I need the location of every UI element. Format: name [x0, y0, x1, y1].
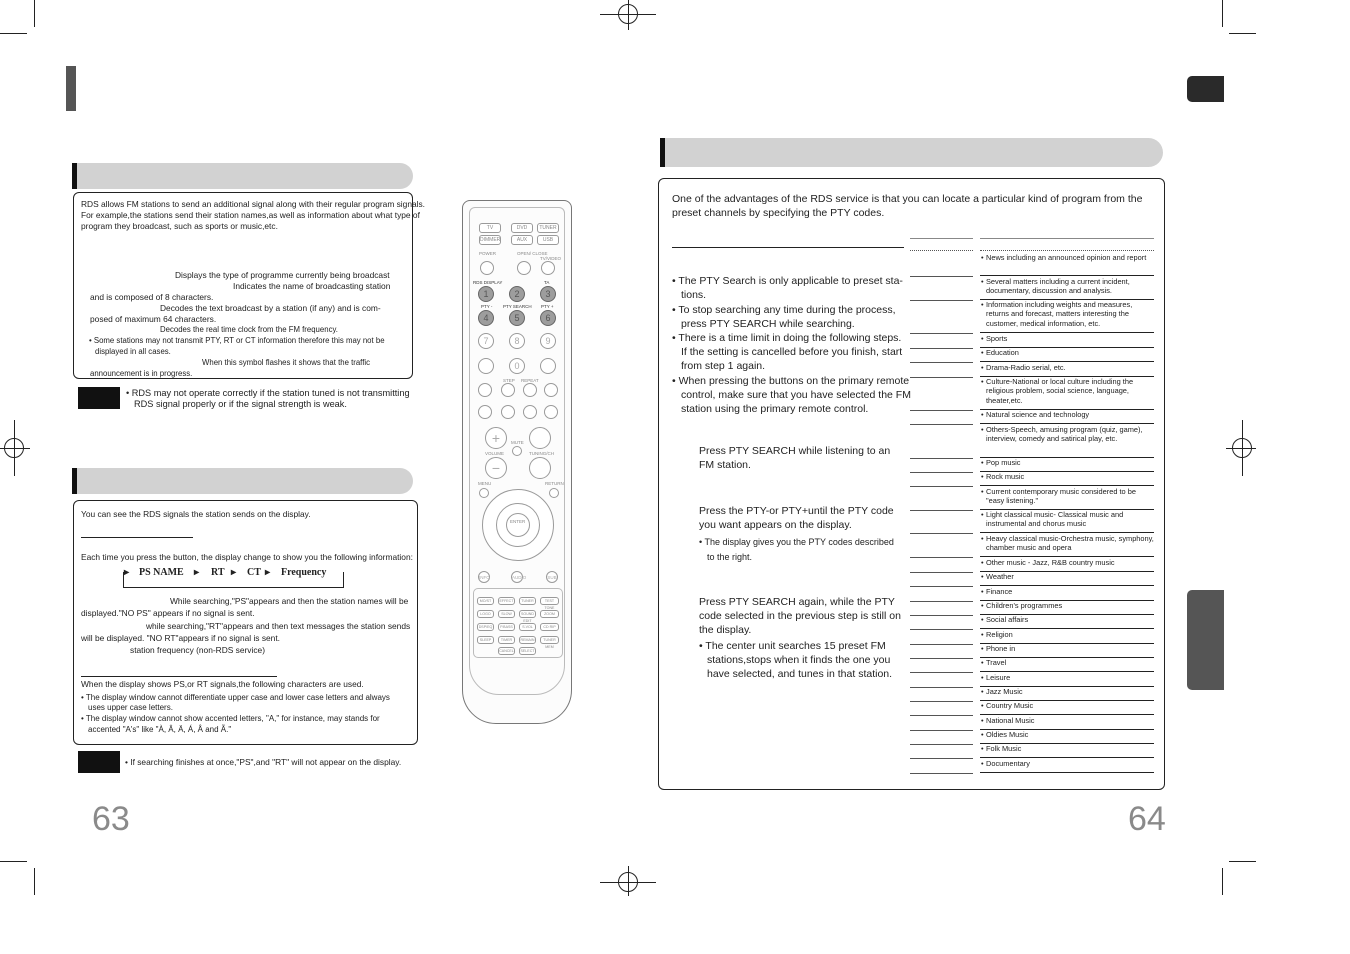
pty-description: Pop music	[986, 458, 1021, 467]
pty-description: Children's programmes	[986, 601, 1063, 610]
note-tag	[78, 751, 120, 773]
remote-small-button: CANCEL	[499, 649, 514, 653]
bullet-icon: •	[981, 334, 984, 343]
pty-table-row	[980, 759, 1154, 773]
pty-description: Natural science and technology	[986, 410, 1090, 419]
bullet-icon: •	[981, 377, 984, 386]
chars-intro: When the display shows PS,or RT signals,the following characters are used.	[81, 679, 364, 689]
pty-table-row	[980, 487, 1154, 510]
pty-table-row	[980, 744, 1154, 758]
pty-code-cell-rule	[910, 410, 973, 411]
usb-button: USB	[537, 235, 559, 245]
rt-definition: posed of maximum 64 characters.	[90, 314, 217, 324]
remote-small-button: ZOOM	[540, 610, 559, 618]
tv-button: TV	[479, 223, 501, 233]
open-close-label: OPEN/ CLOSE	[517, 251, 548, 256]
cancel-button	[540, 358, 556, 374]
display-flow: ▸ PS NAME ▸ RT ▸ CT ▸ Frequency	[123, 566, 345, 588]
pty-code-cell-rule	[910, 276, 973, 277]
pty-code-cell-rule	[910, 701, 973, 702]
digit-7-button: 7	[478, 333, 494, 349]
crop-mark	[1222, 0, 1223, 27]
step-3-text: the display.	[699, 624, 752, 636]
note-tag	[78, 387, 120, 409]
display-each: Each time you press the button, the display change to show you the following information:	[81, 552, 413, 562]
rds-display-label: RDS DISPLAY	[473, 280, 503, 285]
pty-code-cell-rule	[910, 333, 973, 334]
pty-search-label: PTY SEARCH	[503, 304, 532, 309]
step-1-text: FM station.	[699, 459, 751, 471]
pty-code-cell-rule	[910, 658, 973, 659]
pty-table-row	[980, 425, 1154, 458]
pty-description: Social affairs	[986, 615, 1029, 624]
aux-button: AUX	[511, 235, 533, 245]
pty-description: Information including weights and measures, returns and forecast, matters interesting the customer, medical information, etc.	[986, 300, 1133, 328]
pty-description: Documentary	[986, 759, 1030, 768]
skip-forward-button	[544, 405, 558, 419]
bullet-icon: •	[981, 601, 984, 610]
tuning-down-button	[529, 457, 551, 479]
registration-mark	[14, 420, 15, 476]
remote-small-button: SELECT	[520, 649, 535, 653]
remote-small-button: EFFECT	[499, 599, 514, 603]
pty-code-cell-rule	[910, 715, 973, 716]
play-pause-button	[523, 405, 537, 419]
remote-small-button: SLOW	[498, 610, 515, 618]
pty-table-row	[980, 658, 1154, 672]
pty-description: Jazz Music	[986, 687, 1023, 696]
remote-small-button: DSP/EQ	[478, 625, 493, 629]
pty-table-row	[980, 587, 1154, 601]
pty-table-row	[980, 458, 1154, 472]
step-2-text: Press the PTY-or PTY+until the PTY code	[699, 505, 894, 517]
step-3-text: code selected in the previous step is still on	[699, 610, 901, 622]
digit-2-button: 2	[509, 286, 525, 302]
remain-button	[478, 358, 494, 374]
pty-code-cell-rule	[910, 472, 973, 473]
pty-table-row	[980, 472, 1154, 486]
pty-description: Leisure	[986, 673, 1011, 682]
pty-code-cell-rule	[910, 572, 973, 573]
step-1-text: Press PTY SEARCH while listening to an	[699, 445, 891, 457]
flow-rt: RT	[211, 567, 225, 578]
crop-mark	[0, 861, 27, 862]
fast-forward-button	[544, 383, 558, 397]
digit-0-button: 0	[509, 358, 525, 374]
page-number: 64	[1128, 800, 1166, 838]
pty-table-row	[980, 572, 1154, 586]
bullet-icon: •	[981, 687, 984, 696]
subheading-rule	[672, 247, 904, 248]
pty-code-cell-rule	[910, 629, 973, 630]
pty-code-cell-rule	[910, 758, 973, 759]
pty-description: Heavy classical music-Orchestra music, symphony, chamber music and opera	[986, 534, 1154, 553]
ta-definition: announcement is in progress.	[90, 369, 193, 378]
open-close-button	[517, 261, 531, 275]
pty-bullet: from step 1 again.	[681, 360, 766, 372]
pty-table-row	[980, 687, 1154, 701]
remote-small-button: TUNER MEM	[540, 636, 559, 644]
pty-definition: Displays the type of programme currently being broadcast	[175, 270, 390, 280]
bullet-icon: •	[981, 510, 984, 519]
enter-button	[506, 513, 530, 537]
pty-table-row	[980, 410, 1154, 424]
pty-description: Travel	[986, 658, 1007, 667]
pty-bullet: tions.	[681, 289, 707, 301]
remote-small-button: SLEEP	[477, 636, 494, 644]
pty-description: Phone in	[986, 644, 1016, 653]
digit-1-button: 1	[478, 286, 494, 302]
pty-table-row	[980, 615, 1154, 629]
mute-label: MUTE	[511, 440, 524, 445]
pty-description: Others-Speech, amusing program (quiz, game), interview, comedy and satirical play, etc.	[986, 425, 1143, 444]
rds-intro-line: program they broadcast, such as sports or music,etc.	[81, 221, 278, 231]
rds-intro-line: RDS allows FM stations to send an additional signal along with their regular program signals.	[81, 199, 426, 209]
chars-bullet: • The display window cannot show accented letters, "A," for instance, may stands for	[81, 714, 380, 723]
remote-small-button: LOGO	[477, 610, 494, 618]
pty-description: Weather	[986, 572, 1014, 581]
bullet-icon: •	[981, 300, 984, 309]
chars-bullet: accented "A's" like "À, Â, Ä, Á, Å and Ã."	[88, 725, 232, 734]
step-label: STEP	[503, 378, 515, 383]
pty-table-row	[980, 363, 1154, 377]
tuner-button: TUNER	[537, 223, 559, 233]
digit-6-button: 6	[540, 310, 556, 326]
pty-code-cell-rule	[910, 744, 973, 745]
section-header-rds	[72, 163, 413, 189]
pty-code-cell-rule	[910, 424, 973, 425]
pty-table-row	[980, 644, 1154, 658]
pty-minus-label: PTY -	[481, 304, 493, 309]
dvd-button: DVD	[511, 223, 533, 233]
pty-code-cell-rule	[910, 615, 973, 616]
pty-bullet: • The PTY Search is only applicable to preset sta-	[672, 275, 903, 287]
ct-definition: Decodes the real time clock from the FM frequency.	[160, 325, 338, 334]
bullet-icon: •	[981, 534, 984, 543]
rt-description: will be displayed. "NO RT"appears if no signal is sent.	[81, 633, 280, 643]
pty-code-cell-rule	[910, 348, 973, 349]
pty-code-cell-rule	[910, 510, 973, 511]
registration-mark	[628, 866, 629, 896]
rt-definition: Decodes the text broadcast by a station (if any) and is com-	[160, 303, 381, 313]
bullet-icon: •	[981, 587, 984, 596]
return-label: RETURN	[545, 481, 564, 486]
bullet-icon: •	[981, 472, 984, 481]
pty-description: Religion	[986, 630, 1013, 639]
remote-small-button: P.BASS	[498, 623, 515, 631]
skip-back-button	[478, 405, 492, 419]
pty-description: National Music	[986, 716, 1035, 725]
step-3-note: have selected, and tunes in that station.	[707, 668, 893, 680]
ps-definition: Indicates the name of broadcasting station	[233, 281, 391, 291]
pty-code-cell-rule	[910, 672, 973, 673]
digit-5-button: 5	[509, 310, 525, 326]
menu-button	[479, 488, 489, 498]
remote-small-button: S.VOL	[519, 623, 536, 631]
crop-mark	[1222, 868, 1223, 895]
pty-table-row	[980, 534, 1154, 557]
crop-mark	[1229, 861, 1256, 862]
pty-code-cell-rule	[910, 458, 973, 459]
pty-code-cell-rule	[910, 486, 973, 487]
registration-mark	[1242, 420, 1243, 476]
pty-intro: One of the advantages of the RDS service is that you can locate a particular kind of program from the	[672, 193, 1143, 205]
crop-mark	[1229, 33, 1256, 34]
pty-code-cell-rule	[910, 377, 973, 378]
flow-ct: CT	[247, 567, 261, 578]
section-header-pty-search	[660, 138, 1163, 167]
bullet-icon: •	[981, 658, 984, 667]
pty-table-header-rule	[980, 250, 1154, 251]
page-number: 63	[92, 800, 130, 838]
pty-description: Light classical music- Classical music and instrumental and chorus music	[986, 510, 1124, 529]
pty-code-cell-rule	[910, 773, 973, 774]
pty-bullet: control, make sure that you have selected the FM	[681, 389, 911, 401]
tuning-label: TUNING/CH	[529, 451, 554, 456]
pty-table-row	[980, 277, 1154, 300]
bullet-icon: •	[981, 701, 984, 710]
pty-table-header-rule	[980, 238, 1154, 239]
flow-frequency: Frequency	[281, 567, 327, 578]
chars-bullet: • The display window cannot differentiate upper case and lower case letters and always	[81, 693, 390, 702]
return-button	[549, 488, 559, 498]
flow-ps: PS NAME	[139, 567, 184, 578]
ta-label: TA	[544, 280, 550, 285]
tuning-up-button	[529, 427, 551, 449]
pty-code-cell-rule	[910, 300, 973, 301]
chapter-tab	[1187, 76, 1224, 102]
note-text: • If searching finishes at once,"PS",and "RT" will not appear on the display.	[125, 757, 402, 767]
bullet-icon: •	[981, 644, 984, 653]
pty-description: Other music - Jazz, R&B country music	[986, 558, 1115, 567]
pty-code-cell-rule	[910, 730, 973, 731]
pty-table-row	[980, 630, 1154, 644]
remote-small-button: TUNER	[519, 597, 536, 605]
pty-intro: preset channels by specifying the PTY codes.	[672, 207, 885, 219]
pty-bullet: press PTY SEARCH while searching.	[681, 318, 855, 330]
pty-description: Education	[986, 348, 1019, 357]
chars-bullet: uses upper case letters.	[88, 703, 173, 712]
pty-table-row	[980, 377, 1154, 410]
frequency-description: station frequency (non-RDS service)	[130, 645, 265, 655]
pty-table-row	[980, 558, 1154, 572]
bullet-icon: •	[981, 253, 984, 262]
pty-plus-label: PTY +	[541, 304, 554, 309]
remote-small-button: CD RIP	[540, 623, 559, 631]
pty-table-row	[980, 253, 1154, 276]
info-button: INFO	[478, 571, 490, 583]
rewind-button	[478, 383, 492, 397]
bullet-icon: •	[981, 759, 984, 768]
step-3-text: Press PTY SEARCH again, while the PTY	[699, 596, 895, 608]
rds-intro-line: For example,the stations send their station names,as well as information about what type of	[81, 210, 420, 220]
pty-description: Sports	[986, 334, 1008, 343]
digit-4-button: 4	[478, 310, 494, 326]
crop-mark	[34, 868, 35, 895]
pty-description: Drama-Radio serial, etc.	[986, 363, 1066, 372]
pty-table-row	[980, 730, 1154, 744]
pty-description: Rock music	[986, 472, 1025, 481]
step-2-note: to the right.	[707, 552, 753, 562]
step-button	[501, 383, 515, 397]
enter-label: ENTER	[510, 519, 526, 524]
crop-mark	[0, 33, 27, 34]
pty-description: Finance	[986, 587, 1013, 596]
bullet-icon: •	[981, 572, 984, 581]
bullet-icon: •	[981, 744, 984, 753]
subtitle-button: SUB	[546, 571, 558, 583]
bullet-icon: •	[981, 558, 984, 567]
pty-code-cell-rule	[910, 362, 973, 363]
pty-bullet: If the setting is cancelled before you finish, start	[681, 346, 903, 358]
pty-description: Culture-National or local culture including the religious problem, social science, language, theater,etc.	[986, 377, 1134, 405]
bullet-icon: •	[981, 487, 984, 496]
registration-mark	[1226, 448, 1256, 449]
tv-video-label: TV/VIDEO	[540, 256, 562, 261]
repeat-button	[523, 383, 537, 397]
crop-mark	[34, 0, 35, 27]
registration-mark	[0, 448, 30, 449]
step-3-note: • The center unit searches 15 preset FM	[699, 640, 886, 652]
pty-description: News including an announced opinion and report	[986, 253, 1147, 262]
ta-definition: When this symbol flashes it shows that the traffic	[202, 358, 370, 367]
bullet-icon: •	[981, 277, 984, 286]
bullet-icon: •	[981, 730, 984, 739]
volume-down-button: −	[485, 457, 507, 479]
pty-table-row	[980, 348, 1154, 362]
ps-description: While searching,"PS"appears and then the station names will be	[170, 596, 409, 606]
pty-bullet: • When pressing the buttons on the primary remote	[672, 375, 910, 387]
mute-button	[512, 446, 522, 456]
remote-small-button: TIMER	[498, 636, 515, 644]
note-text: • RDS may not operate correctly if the station tuned is not transmitting	[126, 388, 410, 398]
ps-definition: and is composed of 8 characters.	[90, 292, 214, 302]
remote-control-illustration	[462, 200, 572, 724]
pty-bullet: • To stop searching any time during the process,	[672, 304, 896, 316]
digit-8-button: 8	[509, 333, 525, 349]
bullet-icon: •	[981, 458, 984, 467]
note-text: RDS signal properly or if the signal strength is weak.	[134, 399, 347, 409]
pty-table-row	[980, 716, 1154, 730]
pty-description: Country Music	[986, 701, 1034, 710]
bullet-icon: •	[981, 673, 984, 682]
rds-note-line: • Some stations may not transmit PTY, RT or CT information therefore this may not be	[89, 336, 385, 345]
registration-mark	[628, 0, 629, 30]
volume-label: VOLUME	[485, 451, 505, 456]
power-button	[480, 261, 494, 275]
rds-note-line: displayed in all cases.	[95, 347, 171, 356]
ps-description: displayed."NO PS" appears if no signal is sent.	[81, 608, 255, 618]
digit-3-button: 3	[540, 286, 556, 302]
pty-code-cell-rule	[910, 644, 973, 645]
bullet-icon: •	[981, 716, 984, 725]
bullet-icon: •	[981, 348, 984, 357]
bullet-icon: •	[981, 630, 984, 639]
pty-table-row	[980, 300, 1154, 333]
stop-button	[501, 405, 515, 419]
pty-bullet: station using the primary remote control.	[681, 403, 869, 415]
subheading-rule	[81, 537, 193, 538]
pty-table-row	[980, 510, 1154, 533]
remote-small-button: TEST TONE	[540, 597, 559, 605]
remote-small-button: SOUND EDIT	[519, 610, 536, 618]
section-tab	[1187, 590, 1224, 690]
display-intro: You can see the RDS signals the station sends on the display.	[81, 509, 311, 519]
pty-code-cell-rule	[910, 601, 973, 602]
pty-description: Oldies Music	[986, 730, 1029, 739]
audio-button: AUDIO	[511, 571, 523, 583]
tv-video-button	[541, 261, 555, 275]
step-2-note: • The display gives you the PTY codes described	[699, 537, 894, 547]
pty-code-cell-rule	[910, 557, 973, 558]
step-2-text: you want appears on the display.	[699, 519, 852, 531]
remote-small-button: REMAIN	[520, 638, 535, 642]
pty-table-row	[980, 601, 1154, 615]
remote-small-button: MO/ST	[477, 597, 494, 605]
pty-table-row	[980, 334, 1154, 348]
digit-9-button: 9	[540, 333, 556, 349]
page-title-bar	[66, 66, 76, 111]
bullet-icon: •	[981, 363, 984, 372]
bullet-icon: •	[981, 615, 984, 624]
bullet-icon: •	[981, 425, 984, 434]
power-label: POWER	[479, 251, 497, 256]
pty-code-cell-rule	[910, 586, 973, 587]
dimmer-button: DIMMER	[480, 237, 501, 243]
volume-up-button: +	[485, 427, 507, 449]
menu-label: MENU	[478, 481, 492, 486]
pty-table-row	[980, 701, 1154, 715]
step-3-note: stations,stops when it finds the one you	[707, 654, 891, 666]
pty-table-header-rule	[910, 250, 973, 251]
pty-description: Several matters including a current incident, documentary, discussion and analysis.	[986, 277, 1130, 296]
bullet-icon: •	[981, 410, 984, 419]
subheading-rule	[81, 676, 277, 677]
pty-table-header-rule	[910, 238, 973, 239]
rt-description: while searching,"RT"appears and then text messages the station sends	[146, 621, 411, 631]
pty-description: Current contemporary music considered to be "easy listening."	[986, 487, 1136, 506]
repeat-label: REPEAT	[521, 378, 539, 383]
pty-bullet: • There is a time limit in doing the following steps.	[672, 332, 902, 344]
pty-description: Folk Music	[986, 744, 1022, 753]
pty-table-row	[980, 673, 1154, 687]
section-header-display	[72, 468, 413, 494]
pty-code-cell-rule	[910, 533, 973, 534]
pty-code-cell-rule	[910, 687, 973, 688]
